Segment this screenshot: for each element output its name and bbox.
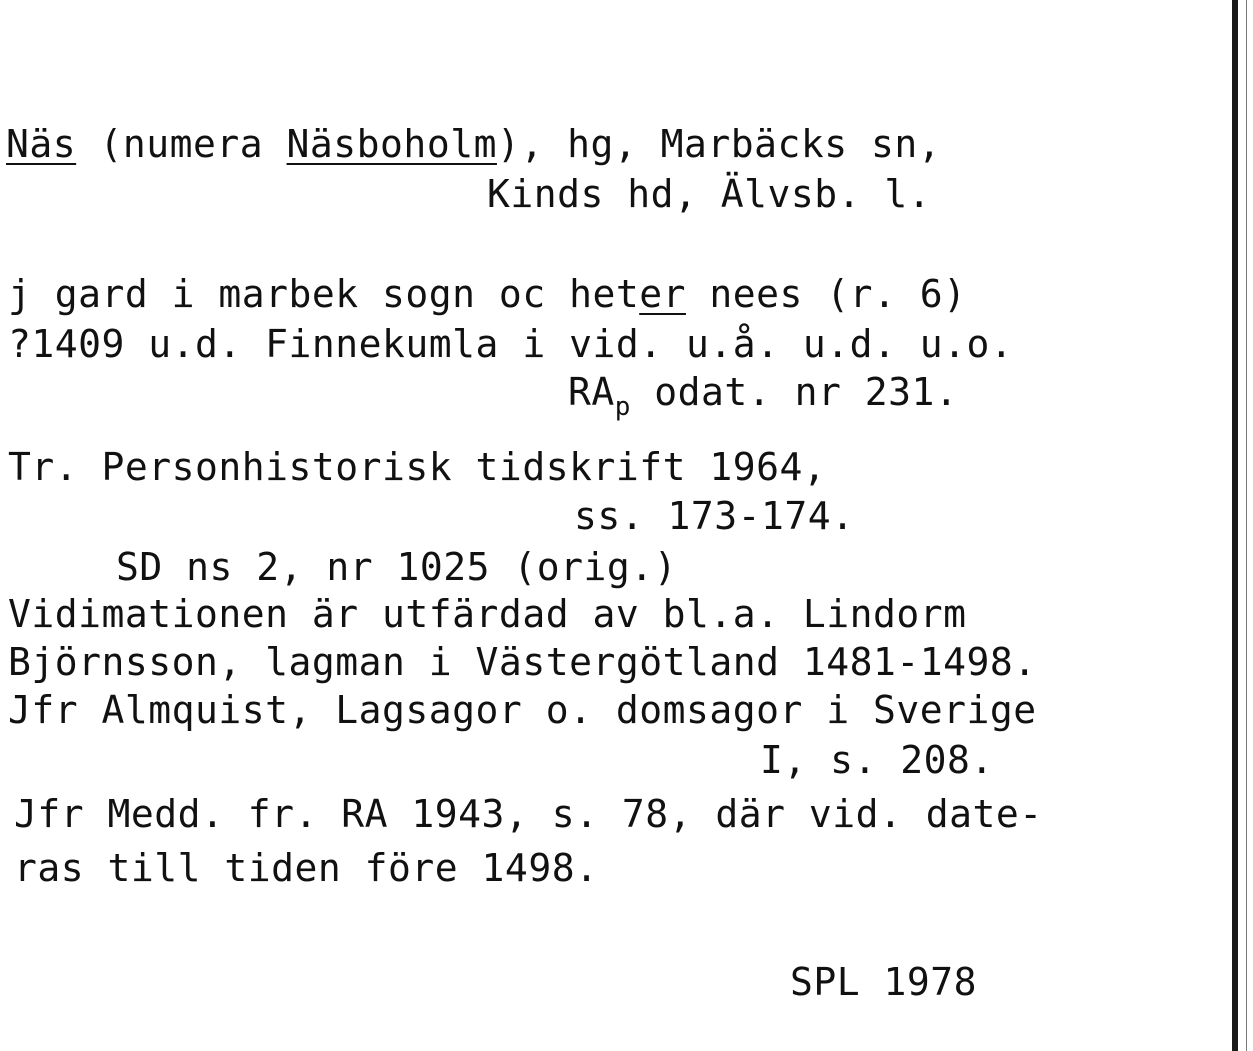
note-line: I, s. 208. — [760, 738, 994, 782]
source-quote-underlined: er — [639, 272, 686, 316]
source-quote-pre: j gard i marbek sogn oc het — [8, 272, 640, 316]
current-name: Näsboholm — [286, 122, 497, 166]
heading-line-2: Kinds hd, Älvsb. l. — [487, 172, 932, 216]
note-line: Jfr Medd. fr. RA 1943, s. 78, där vid. date- — [14, 792, 1043, 836]
heading-paren-close: ), hg, Marbäcks sn, — [496, 122, 942, 166]
print-line-2: ss. 173-174. — [574, 494, 855, 538]
heading-paren-open: (numera — [76, 122, 287, 166]
note-line: Vidimationen är utfärdad av bl.a. Lindorm — [8, 592, 967, 636]
signature: SPL 1978 — [790, 960, 978, 1004]
heading-line-1 — [6, 122, 941, 166]
source-line-3 — [568, 370, 959, 422]
archive-subscript: p — [614, 392, 631, 422]
place-name: Näs — [6, 122, 77, 166]
card-edge-shadow — [1232, 0, 1238, 1051]
note-line: ras till tiden före 1498. — [14, 846, 599, 890]
note-line: Jfr Almquist, Lagsagor o. domsagor i Sverige — [8, 688, 1037, 732]
note-line: Björnsson, lagman i Västergötland 1481-1498. — [8, 640, 1037, 684]
archive-reference: odat. nr 231. — [630, 370, 959, 414]
print-line-3: SD ns 2, nr 1025 (orig.) — [116, 545, 678, 589]
source-line-1 — [8, 272, 967, 316]
source-line-2: ?1409 u.d. Finnekumla i vid. u.å. u.d. u.o. — [8, 322, 1014, 366]
source-quote-post: nees (r. 6) — [685, 272, 967, 316]
card-edge-line — [1246, 0, 1247, 1051]
archive-abbrev: RA — [568, 370, 615, 414]
print-line-1: Tr. Personhistorisk tidskrift 1964, — [8, 445, 827, 489]
